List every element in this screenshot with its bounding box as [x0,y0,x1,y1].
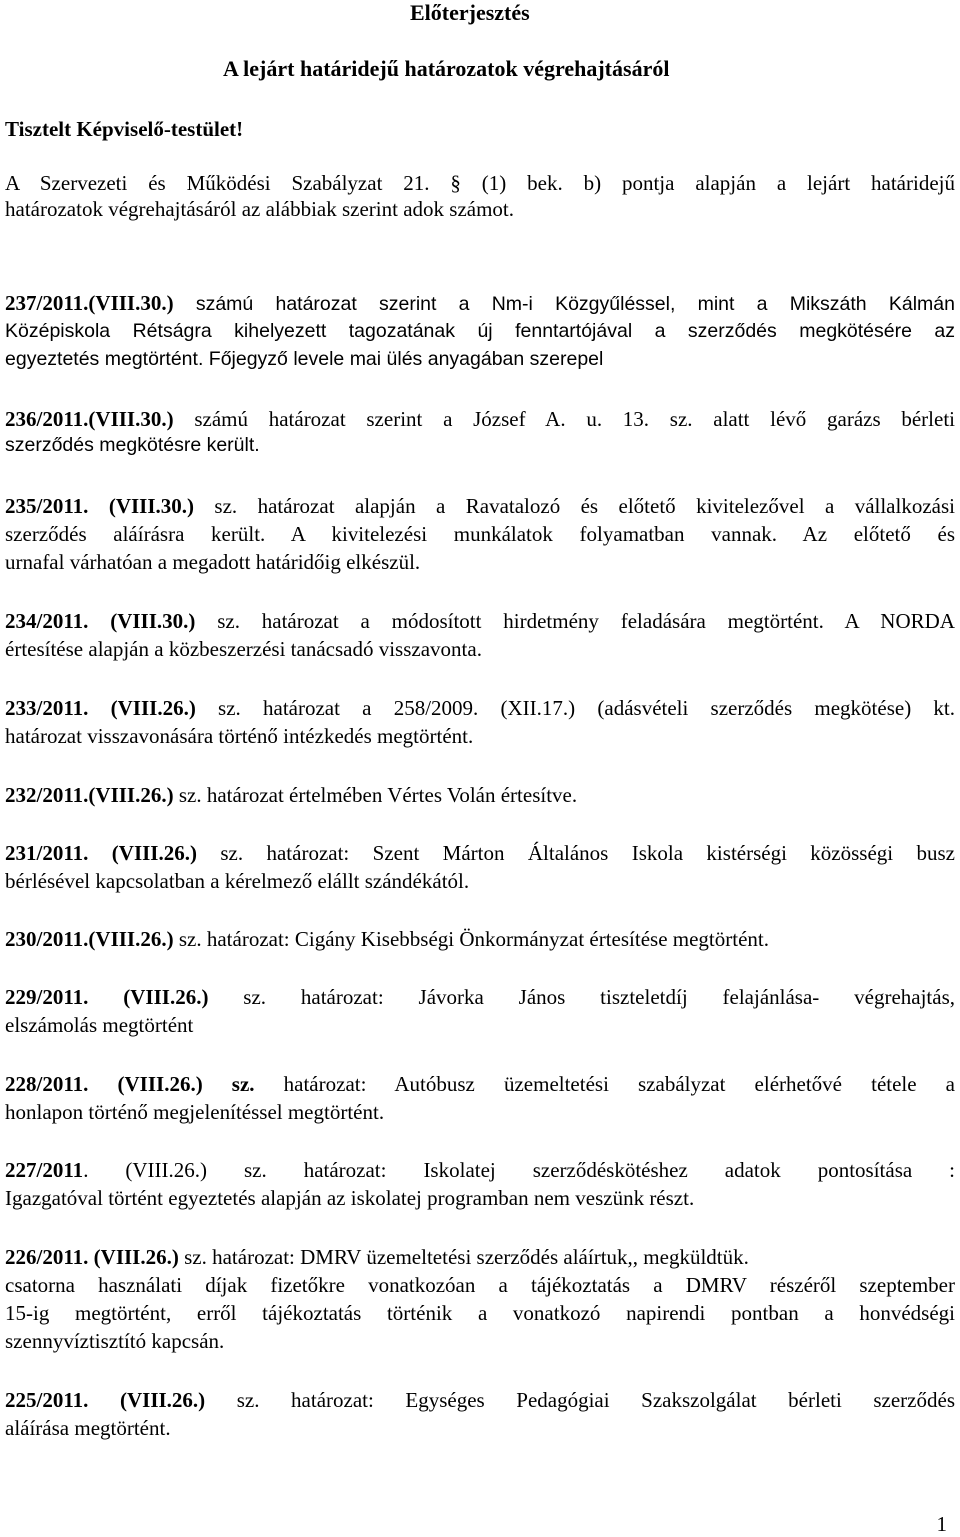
item-237-line-3: egyeztetés megtörtént. Főjegyző levele mai ülés anyagában szerepel [5,348,604,370]
item-234-ref: 234/2011. (VIII.30.) [5,609,196,633]
item-236-line-2: szerződés megkötésre került. [5,434,260,456]
item-237-line-2: Középiskola Rétságra kihelyezett tagozatának új fenntartójával a szerződés megkötésére az [5,320,955,342]
item-225-ref: 225/2011. (VIII.26.) [5,1388,206,1412]
item-229-line-1: 229/2011. (VIII.26.) sz. határozat: Jávorka János tiszteletdíj felajánlása- végrehajtás, [5,985,955,1009]
item-226-ref: 226/2011. (VIII.26.) [5,1245,179,1269]
item-233-line-2: határozat visszavonására történő intézkedés megtörtént. [5,724,474,748]
item-226-line-4: szennyvíztisztító kapcsán. [5,1329,225,1353]
intro-line-1: A Szervezeti és Működési Szabályzat 21. § (1) bek. b) pontja alapján a lejárt határidejű [5,171,955,195]
item-230-line-1: 230/2011.(VIII.26.) sz. határozat: Cigány Kisebbségi Önkormányzat értesítése megtörtént. [5,927,770,951]
item-227-line-2: Igazgatóval történt egyeztetés alapján az iskolatej programban nem veszünk részt. [5,1186,695,1210]
item-237-line-1: 237/2011.(VIII.30.) számú határozat szerint a Nm-i Közgyűléssel, mint a Mikszáth Kálmán [5,291,955,315]
item-229-ref: 229/2011. (VIII.26.) [5,985,209,1009]
document-subtitle: A lejárt határidejű határozatok végrehajtásáról [223,56,670,81]
item-235-line-3: urnafal várhatóan a megadott határidőig elkészül. [5,550,421,574]
document-page [5,0,955,1537]
item-231-ref: 231/2011. (VIII.26.) [5,841,197,865]
item-235-line-2: szerződés aláírásra került. A kivitelezési munkálatok folyamatban vannak. Az előtető és [5,522,955,546]
item-231-line-2: bérlésével kapcsolatban a kérelmező elállt szándékától. [5,869,470,893]
item-236-line-1: 236/2011.(VIII.30.) számú határozat szerint a József A. u. 13. sz. alatt lévő garázs bérleti [5,407,955,431]
item-234-line-2: értesítése alapján a közbeszerzési tanácsadó visszavonta. [5,637,482,661]
document-title: Előterjesztés [410,0,530,25]
item-228-ref: 228/2011. (VIII.26.) sz. [5,1072,255,1096]
item-229-line-2: elszámolás megtörtént [5,1013,194,1037]
item-232-ref: 232/2011.(VIII.26.) [5,783,174,807]
item-226-line-1: 226/2011. (VIII.26.) sz. határozat: DMRV üzemeltetési szerződés aláírtuk,, megküldtük. [5,1245,749,1269]
item-227-ref: 227/2011 [5,1158,84,1182]
item-225-line-1: 225/2011. (VIII.26.) sz. határozat: Egységes Pedagógiai Szakszolgálat bérleti szerződés [5,1388,955,1412]
item-226-line-3: 15-ig megtörtént, erről tájékoztatás történik a vonatkozó napirendi pontban a honvédségi [5,1301,955,1325]
item-227-line-1: 227/2011. (VIII.26.) sz. határozat: Iskolatej szerződéskötéshez adatok pontosítása : [5,1158,955,1182]
item-230-ref: 230/2011.(VIII.26.) [5,927,174,951]
item-228-line-2: honlapon történő megjelenítéssel megtörtént. [5,1100,385,1124]
item-225-line-2: aláírása megtörtént. [5,1416,171,1440]
item-233-line-1: 233/2011. (VIII.26.) sz. határozat a 258/2009. (XII.17.) (adásvételi szerződés megkötése) kt. [5,696,955,720]
item-236-ref: 236/2011.(VIII.30.) [5,407,174,431]
item-228-line-1: 228/2011. (VIII.26.) sz. határozat: Autóbusz üzemeltetési szabályzat elérhetővé tétele a [5,1072,955,1096]
item-235-ref: 235/2011. (VIII.30.) [5,494,195,518]
item-235-line-1: 235/2011. (VIII.30.) sz. határozat alapján a Ravatalozó és előtető kivitelezővel a vállalkozási [5,494,955,518]
item-232-line-1: 232/2011.(VIII.26.) sz. határozat értelmében Vértes Volán értesítve. [5,783,578,807]
salutation: Tisztelt Képviselő-testület! [5,117,244,141]
item-226-line-2: csatorna használati díjak fizetőkre vonatkozóan a tájékoztatás a DMRV részéről szeptember [5,1273,955,1297]
item-237-ref: 237/2011.(VIII.30.) [5,291,174,315]
intro-line-2: határozatok végrehajtásáról az alábbiak szerint adok számot. [5,197,515,221]
item-231-line-1: 231/2011. (VIII.26.) sz. határozat: Szent Márton Általános Iskola kistérségi közösségi busz [5,841,955,865]
page-number: 1 [936,1512,947,1536]
item-233-ref: 233/2011. (VIII.26.) [5,696,196,720]
item-234-line-1: 234/2011. (VIII.30.) sz. határozat a módosított hirdetmény feladására megtörtént. A NORDA [5,609,955,633]
